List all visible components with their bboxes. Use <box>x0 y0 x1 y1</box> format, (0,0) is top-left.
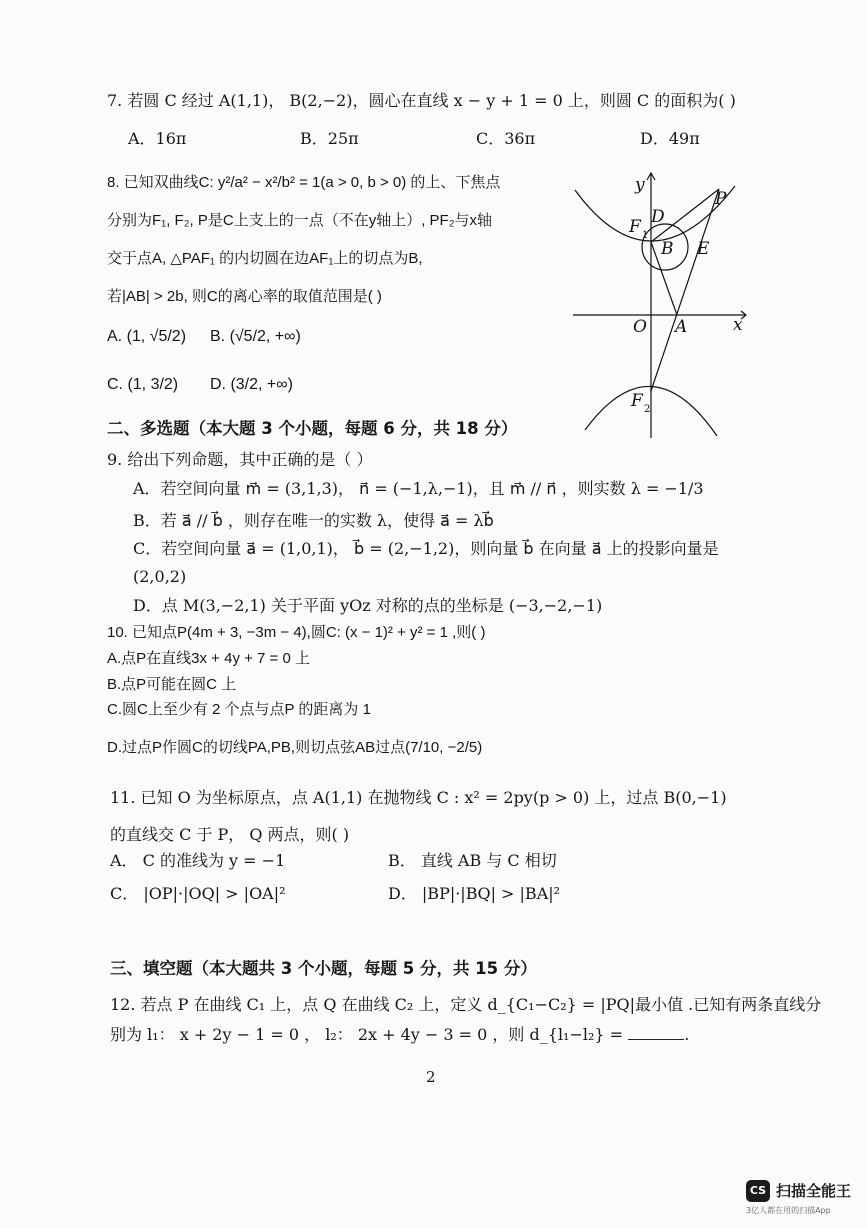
q10-option-d: D.过点P作圆C的切线PA,PB,则切点弦AB过点(7/10, −2/5) <box>107 739 483 756</box>
q7-option-b: B．25π <box>300 129 359 148</box>
q12-line1: 12. 若点 P 在曲线 C₁ 上，点 Q 在曲线 C₂ 上，定义 d_{C₁−C₂} = |PQ|最小值 .已知有两条直线分 <box>110 995 822 1014</box>
section-heading-multiple-choice: 二、多选题（本大题 3 个小题，每题 6 分，共 18 分） <box>107 419 518 438</box>
hyperbola-figure <box>565 168 750 440</box>
figure-label-a: A <box>675 317 688 337</box>
figure-label-o: O <box>633 317 647 337</box>
q8-line1: 8. 已知双曲线C: y²/a² − x²/b² = 1(a > 0, b > 0) 的上、下焦点 <box>107 174 501 191</box>
q12-answer-blank <box>628 1025 684 1040</box>
scanner-watermark <box>746 1178 858 1222</box>
figure-label-d: D <box>651 207 665 227</box>
q11-option-c: C． |OP|·|OQ| > |OA|² <box>110 884 286 903</box>
figure-label-b: B <box>661 239 674 259</box>
scanner-app-name: 扫描全能王 <box>776 1182 852 1200</box>
figure-label-f2: F <box>631 391 643 411</box>
q11-option-b: B． 直线 AB 与 C 相切 <box>388 851 557 870</box>
page-number: 2 <box>426 1068 436 1086</box>
q11-option-d: D． |BP|·|BQ| > |BA|² <box>388 884 561 903</box>
q8-line3: 交于点A, △PAF₁ 的内切圆在边AF₁上的切点为B, <box>107 250 423 267</box>
figure-label-p: P <box>715 189 727 209</box>
q9-stem: 9. 给出下列命题，其中正确的是（ ） <box>107 450 373 469</box>
q10-option-b: B.点P可能在圆C 上 <box>107 676 237 693</box>
figure-label-e: E <box>697 239 710 259</box>
q11-line2: 的直线交 C 于 P， Q 两点，则( ) <box>110 825 350 844</box>
q10-option-a: A.点P在直线3x + 4y + 7 = 0 上 <box>107 650 310 667</box>
figure-label-f1-sub: 1 <box>642 230 649 241</box>
q7-option-d: D．49π <box>640 129 700 148</box>
section-heading-fill-in: 三、填空题（本大题共 3 个小题，每题 5 分，共 15 分） <box>110 959 537 978</box>
scanner-tagline: 3亿人都在用的扫描App <box>746 1206 831 1215</box>
figure-label-x: x <box>733 315 743 335</box>
q8-option-a: A. (1, √5/2) <box>107 328 187 345</box>
q8-line4: 若|AB| > 2b, 则C的离心率的取值范围是( ) <box>107 288 382 305</box>
q10-stem: 10. 已知点P(4m + 3, −3m − 4),圆C: (x − 1)² + y² = 1 ,则( ) <box>107 624 486 641</box>
q9-option-d: D．点 M(3,−2,1) 关于平面 yOz 对称的点的坐标是 (−3,−2,−1) <box>133 596 603 615</box>
figure-label-y: y <box>635 175 645 195</box>
q9-option-c-line1: C．若空间向量 a⃗ = (1,0,1)， b⃗ = (2,−1,2)，则向量 b⃗ 在向量 a⃗ 上的投影向量是 <box>133 539 719 558</box>
figure-label-f2-sub: 2 <box>644 404 651 415</box>
q9-option-a: A．若空间向量 m⃗ = (3,1,3)， n⃗ = (−1,λ,−1)，且 m⃗ // n⃗ ，则实数 λ = −1/3 <box>133 479 704 498</box>
q8-option-c: C. (1, 3/2) <box>107 376 179 393</box>
q12-line2: 别为 l₁： x + 2y − 1 = 0 ， l₂： 2x + 4y − 3 = 0 ，则 d_{l₁−l₂} = . <box>110 1025 690 1044</box>
figure-label-f1: F <box>629 217 641 237</box>
q9-option-c-line2: (2,0,2) <box>133 567 187 586</box>
q9-option-b: B．若 a⃗ // b⃗ ，则存在唯一的实数 λ，使得 a⃗ = λb⃗ <box>133 511 494 530</box>
q12-line2-text: 别为 l₁： x + 2y − 1 = 0 ， l₂： 2x + 4y − 3 = 0 ，则 d_{l₁−l₂} = <box>110 1025 624 1044</box>
q10-option-c: C.圆C上至少有 2 个点与点P 的距离为 1 <box>107 701 371 718</box>
q11-option-a: A． C 的准线为 y = −1 <box>110 851 286 870</box>
q8-option-b: B. (√5/2, +∞) <box>210 328 301 345</box>
q8-line2: 分别为F₁, F₂, P是C上支上的一点（不在y轴上）, PF₂与x轴 <box>107 212 493 229</box>
scanner-logo-icon: CS <box>746 1180 770 1202</box>
q11-line1: 11. 已知 O 为坐标原点，点 A(1,1) 在抛物线 C : x² = 2py(p > 0) 上，过点 B(0,−1) <box>110 788 727 807</box>
q8-option-d: D. (3/2, +∞) <box>210 376 293 393</box>
q7-option-a: A．16π <box>128 129 187 148</box>
q7-option-c: C．36π <box>476 129 536 148</box>
q7-stem: 7. 若圆 C 经过 A(1,1)， B(2,−2)，圆心在直线 x − y + 1 = 0 上，则圆 C 的面积为( ) <box>107 91 736 110</box>
